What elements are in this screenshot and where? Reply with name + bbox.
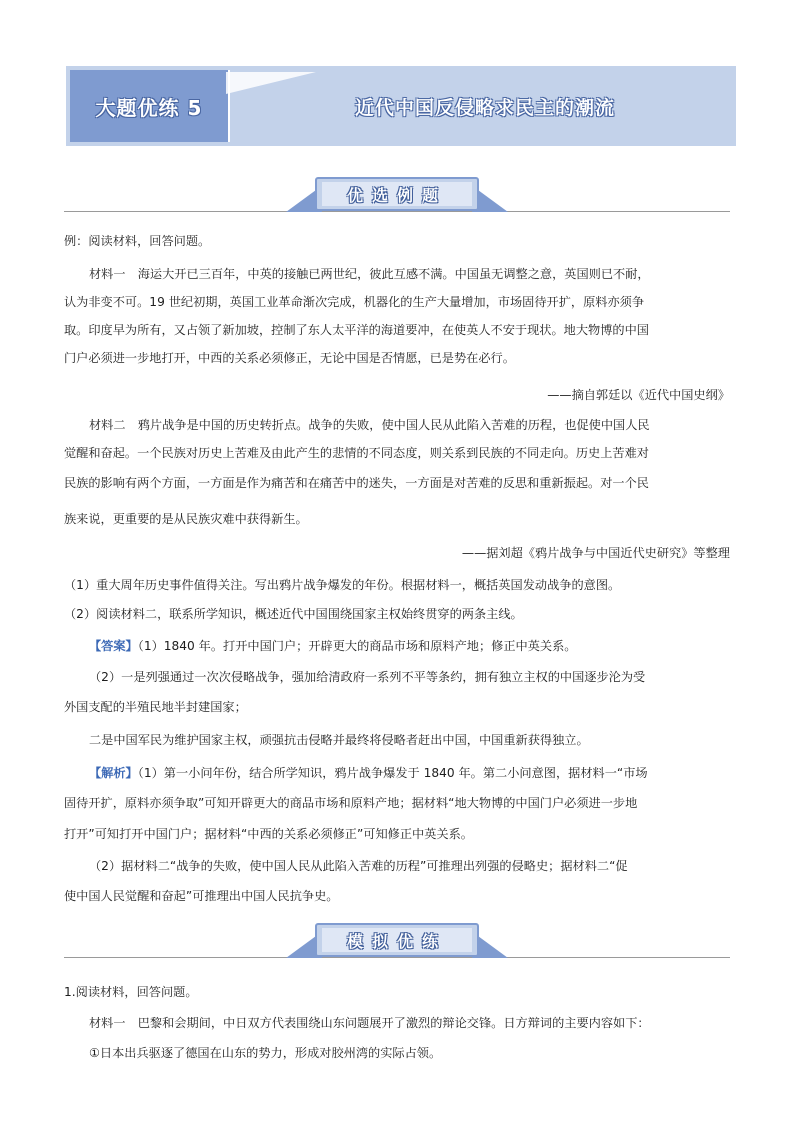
analysis-line: 使中国人民觉醒和奋起”可推理出中国人民抗争史。 xyxy=(64,889,339,903)
example-prompt: 例：阅读材料，回答问题。 xyxy=(64,234,211,248)
question-2: （2）阅读材料二，联系所学知识，概述近代中国围绕国家主权始终贯穿的两条主线。 xyxy=(64,607,523,621)
analysis-line-1 xyxy=(89,764,648,782)
practice-item-1: ①日本出兵驱逐了德国在山东的势力，形成对胶州湾的实际占领。 xyxy=(89,1046,442,1060)
practice-material1: 材料一 巴黎和会期间，中日双方代表围绕山东问题展开了激烈的辩论交锋。日方辩词的主要内容如下： xyxy=(89,1016,650,1030)
material2-line: 民族的影响有两个方面，一方面是作为痛苦和在痛苦中的迷失，一方面是对苦难的反思和重新振起。对一个民 xyxy=(64,476,649,490)
material1-line: 材料一 海运大开已三百年，中英的接触已两世纪，彼此互感不满。中国虽无调整之意，英国则已不耐， xyxy=(89,267,650,281)
header-banner xyxy=(66,66,736,146)
analysis-line: 固待开扩，原料亦须争取”可知开辟更大的商品市场和原料产地；据材料“地大物博的中国门户必须进一步地 xyxy=(64,796,638,810)
section-heading-example xyxy=(64,176,730,216)
analysis-text: （1）第一小问年份，结合所学知识，鸦片战争爆发于 1840 年。第二小问意图，据材料一“市场 xyxy=(137,766,648,780)
banner-unit-title: 大题优练 5 xyxy=(95,95,203,120)
material1-source: ——摘自郭廷以《近代中国史纲》 xyxy=(547,388,730,402)
question-1: （1）重大周年历史事件值得关注。写出鸦片战争爆发的年份。根据材料一，概括英国发动战争的意图。 xyxy=(64,578,621,592)
section-title-example: 优选例题 xyxy=(346,185,447,205)
material2-line: 材料二 鸦片战争是中国的历史转折点。战争的失败，使中国人民从此陷入苦难的历程，也促使中国人民 xyxy=(89,418,650,432)
answer-text: （1）1840 年。打开中国门户；开辟更大的商品市场和原料产地；修正中英关系。 xyxy=(137,639,577,653)
analysis-tag: 【解析】 xyxy=(89,766,138,780)
answer-line: 外国支配的半殖民地半封建国家； xyxy=(64,700,247,714)
banner-left-panel xyxy=(70,70,230,142)
material1-line: 取。印度早为所有，又占领了新加坡，控制了东人太平洋的海道要冲，在使英人不安于现状。地大物博的中国 xyxy=(64,323,649,337)
analysis-line: 打开”可知打开中国门户；据材料“中西的关系必须修正”可知修正中英关系。 xyxy=(64,827,473,841)
analysis-line: （2）据材料二“战争的失败，使中国人民从此陷入苦难的历程”可推理出列强的侵略史；据材料二“促 xyxy=(89,859,628,873)
material2-line: 觉醒和奋起。一个民族对历史上苦难及由此产生的悲情的不同态度，则关系到民族的不同走向。历史上苦难对 xyxy=(64,446,649,460)
section-heading-practice xyxy=(64,922,730,962)
material1-line: 认为非变不可。19 世纪初期，英国工业革命渐次完成，机器化的生产大量增加，市场固待开扩，原料亦须争 xyxy=(64,295,645,309)
answer-line: （2）一是列强通过一次次侵略战争，强加给清政府一系列不平等条约，拥有独立主权的中国逐步沦为受 xyxy=(89,670,646,684)
material2-line: 族来说，更重要的是从民族灾难中获得新生。 xyxy=(64,512,308,526)
material1-line: 门户必须进一步地打开，中西的关系必须修正，无论中国是否情愿，已是势在必行。 xyxy=(64,351,515,365)
practice-prompt: 1.阅读材料，回答问题。 xyxy=(64,985,198,999)
section-title-practice: 模拟优练 xyxy=(346,931,447,951)
answer-line-1 xyxy=(89,637,576,655)
banner-topic-title: 近代中国反侵略求民主的潮流 xyxy=(354,96,615,119)
answer-line: 二是中国军民为维护国家主权，顽强抗击侵略并最终将侵略者赶出中国，中国重新获得独立。 xyxy=(89,733,589,747)
answer-tag: 【答案】 xyxy=(89,639,138,653)
material2-source: ——据刘超《鸦片战争与中国近代史研究》等整理 xyxy=(461,546,730,560)
